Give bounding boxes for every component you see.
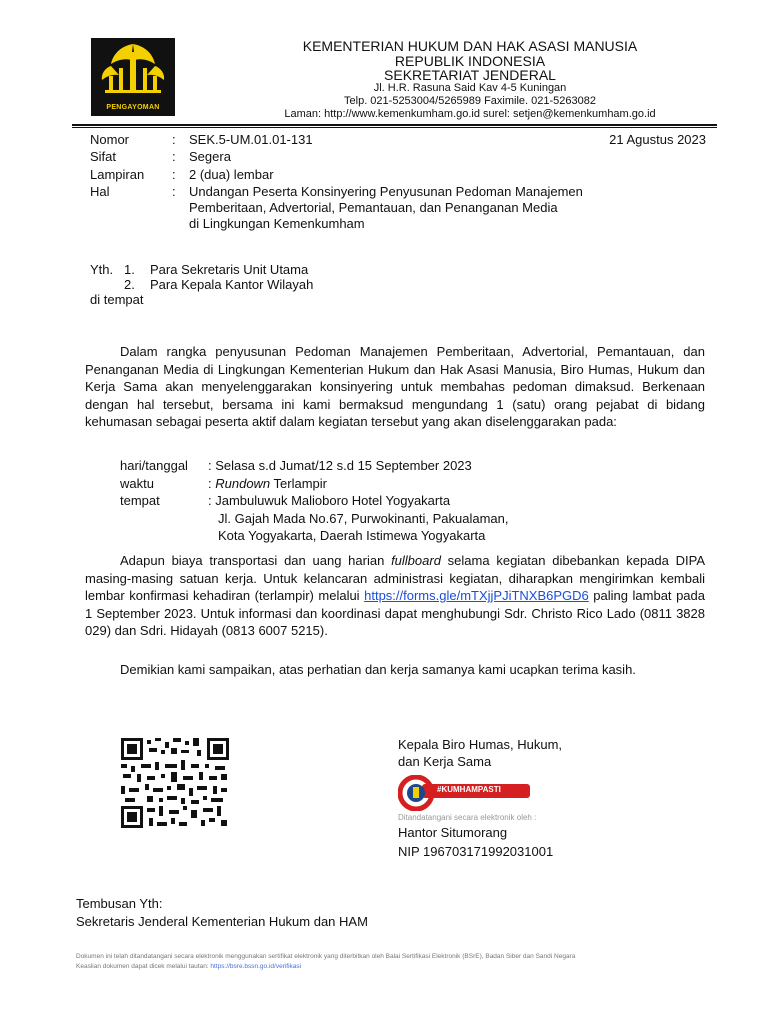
logo-text: PENGAYOMAN [106,104,160,111]
p2-text-c: paling lambat pada 1 September 2023. Untuk informasi dan koordinasi dapat menghubungi Sdr. Christo Rico Lado (0811 3828 029) dan Sdri. Hidayah (0813 6007 5215). [85,588,705,638]
body-paragraph-3: Demikian kami sampaikan, atas perhatian dan kerja samanya kami ucapkan terima kasih. [120,662,636,677]
recipient-place: di tempat [90,292,144,307]
waktu-label: waktu [120,476,154,491]
tempat-line-2: Jl. Gajah Mada No.67, Purwokinanti, Pakualaman, [218,511,509,526]
country-name: REPUBLIK INDONESIA [394,53,546,69]
letterhead-rule [72,124,717,126]
body-paragraph-1: Dalam rangka penyusunan Pedoman Manajemen Pemberitaan, Advertorial, Pemantauan, dan Penanganan Media di Lingkungan Kementerian Hukum dan Hak Asasi Manusia, Biro Humas, Hukum dan Kerja Sama akan menyelenggarakan konsinyering untuk membahas pedoman dimaksud. Berkenaan dengan hal tersebut, bersama ini kami bermaksud mengundang 1 (satu) orang pejabat di bidang kehumasan sebagai peserta aktif dalam kegiatan tersebut yang akan diselenggarakan pada: [85,344,705,429]
nomor-colon: : [172,132,176,147]
ministry-name: KEMENTERIAN HUKUM DAN HAK ASASI MANUSIA [302,38,638,54]
waktu-value [208,475,327,492]
p2-fullboard: fullboard [391,553,441,568]
hal-label: Hal [90,184,110,199]
waktu-rest: Terlampir [270,476,328,491]
hari-value: : Selasa s.d Jumat/12 s.d 15 September 2023 [208,458,472,473]
signer-title-2: dan Kerja Sama [398,754,492,769]
letterhead-rule-thin [72,127,717,128]
lampiran-value: 2 (dua) lembar [189,167,274,182]
signature-badge-text: #KUMHAMPASTI [437,785,501,794]
cc-item: Sekretaris Jenderal Kementerian Hukum dan HAM [76,914,368,929]
sifat-colon: : [172,149,176,164]
office-phone: Telp. 021-5253004/5265989 Faximile. 021-5263082 [344,95,596,107]
tempat-line-1: : Jambuluwuk Malioboro Hotel Yogyakarta [208,493,451,508]
nomor-label: Nomor [90,132,130,147]
ministry-logo [91,38,175,116]
recipient-2: Para Kepala Kantor Wilayah [150,277,314,292]
confirmation-form-link[interactable]: https://forms.gle/mTXjjPJiTNXB6PGD6 [364,588,589,603]
waktu-colon: : [208,476,216,491]
hal-line-1: Undangan Peserta Konsinyering Penyusunan Pedoman Manajemen [189,184,583,199]
recipient-number-1: 1. [124,262,135,277]
sifat-value: Segera [189,149,231,164]
p2-text-a: Adapun biaya transportasi dan uang harian [120,553,392,568]
footer-text: Keaslian dokumen dapat dicek melalui tautan: [76,963,211,970]
office-name: SEKRETARIAT JENDERAL [384,67,556,83]
waktu-rundown: Rundown [215,476,271,491]
nomor-value: SEK.5-UM.01.01-131 [189,132,313,147]
signer-title-1: Kepala Biro Humas, Hukum, [398,737,563,752]
hari-label: hari/tanggal [120,458,188,473]
office-web: Laman: http://www.kemenkumham.go.id surel: setjen@kemenkumham.go.id [284,108,656,120]
lampiran-colon: : [172,167,176,182]
signed-electronically-note: Ditandatangani secara elektronik oleh : [398,813,537,822]
letter-date: 21 Agustus 2023 [609,132,706,147]
hal-colon: : [172,184,176,199]
bsre-footer-line-2 [76,962,716,971]
tempat-label: tempat [120,493,160,508]
p2-text-b: selama kegiatan dibebankan kepada DIPA masing-masing satuan kerja. Untuk kelancaran administrasi kegiatan, diharapkan mengirimkan kembali lembar konfirmasi kehadiran (terlampir) melalui [85,553,705,603]
recipient-number-2: 2. [124,277,135,292]
lampiran-label: Lampiran [90,167,145,182]
qr-code-icon [121,738,229,828]
bsre-verification-link[interactable]: https://bsre.bssn.go.id/verifikasi [210,963,302,970]
yth-label: Yth. [90,262,114,277]
hal-line-3: di Lingkungan Kemenkumham [189,216,365,231]
office-address: Jl. H.R. Rasuna Said Kav 4-5 Kuningan [373,82,567,94]
signer-name: Hantor Situmorang [398,825,508,840]
hal-line-2: Pemberitaan, Advertorial, Pemantauan, dan Penanganan Media [189,200,558,215]
cc-label: Tembusan Yth: [76,896,163,911]
body-paragraph-2 [85,552,705,640]
bsre-footer-line-1: Dokumen ini telah ditandatangani secara elektronik menggunakan sertifikat elektronik yang diterbitkan oleh Balai Sertifikasi Elektronik (BSrE), Badan Siber dan Sandi Negara [76,953,576,960]
signer-nip: NIP 196703171992031001 [398,844,554,859]
pengayoman-tree-icon [91,38,175,100]
recipient-1: Para Sekretaris Unit Utama [150,262,309,277]
tempat-line-3: Kota Yogyakarta, Daerah Istimewa Yogyakarta [218,528,486,543]
sifat-label: Sifat [90,149,117,164]
